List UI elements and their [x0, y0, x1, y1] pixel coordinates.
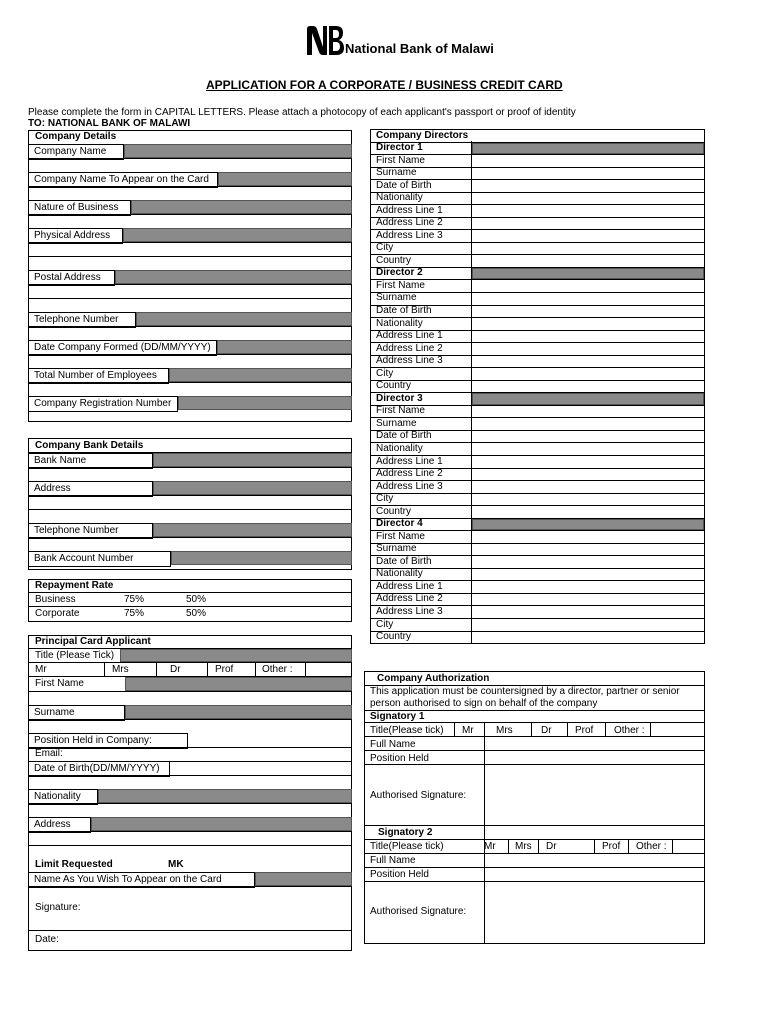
director-3-field-input[interactable] — [472, 406, 704, 418]
bank-address-label: Address — [28, 481, 153, 497]
sig1-full-name-label: Full Name — [370, 739, 416, 750]
bank-name: National Bank of Malawi — [345, 41, 494, 56]
sig1-title-other[interactable]: Other : — [614, 725, 645, 736]
bank-logo-icon — [305, 25, 345, 57]
director-4-field-label: Address Line 1 — [376, 580, 443, 592]
principal-title-mrs[interactable]: Mrs — [112, 664, 129, 675]
director-1-header-fill — [472, 143, 704, 155]
card-name-field[interactable] — [218, 172, 352, 186]
card-name-label: Company Name To Appear on the Card — [28, 172, 218, 188]
director-4-heading: Director 4 — [376, 518, 423, 530]
signatory-1-heading: Signatory 1 — [370, 711, 425, 722]
director-1-field-label: Surname — [376, 167, 417, 179]
director-1-field-input[interactable] — [472, 180, 704, 192]
director-3-field-label: First Name — [376, 405, 425, 417]
authorization-text-1: This application must be countersigned by a director, partner or senior — [370, 686, 680, 697]
director-1-field-input[interactable] — [472, 255, 704, 267]
position-label: Position Held in Company: — [28, 733, 188, 749]
director-1-field-label: Address Line 1 — [376, 204, 443, 216]
nationality-field[interactable] — [98, 789, 352, 803]
director-2-field-input[interactable] — [472, 368, 704, 380]
director-3-field-label: Date of Birth — [376, 430, 432, 442]
bank-telephone-label: Telephone Number — [28, 523, 153, 539]
director-1-field-label: Address Line 2 — [376, 217, 443, 229]
director-4-field-label: Country — [376, 631, 412, 643]
director-3-field-input[interactable] — [472, 443, 704, 455]
director-2-field-label: Address Line 1 — [376, 330, 443, 342]
principal-title-fill — [120, 649, 352, 662]
sig1-title-label: Title(Please tick) — [370, 725, 444, 736]
sig2-full-name-label: Full Name — [370, 855, 416, 866]
company-details-heading: Company Details — [35, 131, 117, 142]
principal-title-other[interactable]: Other : — [262, 664, 293, 675]
principal-title-dr[interactable]: Dr — [170, 664, 181, 675]
limit-label: Limit Requested — [35, 859, 113, 870]
director-1-field-label: First Name — [376, 154, 425, 166]
sig2-signature-label: Authorised Signature: — [370, 906, 467, 917]
director-4-field-label: Nationality — [376, 568, 423, 580]
director-1-field-input[interactable] — [472, 205, 704, 217]
nature-label: Nature of Business — [28, 200, 131, 216]
director-4-field-input[interactable] — [472, 544, 704, 556]
principal-surname-field[interactable] — [125, 705, 352, 719]
limit-currency: MK — [168, 859, 184, 870]
director-3-header-fill — [472, 393, 704, 405]
company-telephone-label: Telephone Number — [28, 312, 136, 328]
principal-date-field[interactable] — [70, 931, 352, 950]
director-2-header-fill — [472, 268, 704, 280]
director-2-field-input[interactable] — [472, 381, 704, 393]
repayment-business-50[interactable]: 50% — [186, 594, 207, 605]
position-field[interactable] — [188, 733, 352, 747]
email-field[interactable] — [70, 747, 352, 761]
principal-title-mr[interactable]: Mr — [35, 664, 47, 675]
director-4-header-fill — [472, 519, 704, 531]
director-4-field-input[interactable] — [472, 619, 704, 631]
repayment-heading: Repayment Rate — [35, 580, 114, 591]
sig1-signature-label: Authorised Signature: — [370, 790, 467, 801]
director-4-field-label: City — [376, 618, 394, 630]
director-3-field-input[interactable] — [472, 418, 704, 430]
director-4-field-label: Date of Birth — [376, 555, 432, 567]
email-label: Email: — [35, 748, 63, 759]
director-1-field-input[interactable] — [472, 193, 704, 205]
director-3-field-input[interactable] — [472, 481, 704, 493]
bank-name-label: Bank Name — [28, 453, 153, 469]
director-2-field-label: Address Line 3 — [376, 355, 443, 367]
director-3-field-label: Nationality — [376, 442, 423, 454]
director-4-field-label: First Name — [376, 530, 425, 542]
director-3-field-label: Address Line 2 — [376, 468, 443, 480]
sig2-title-other[interactable]: Other : — [636, 841, 667, 852]
nature-field[interactable] — [131, 200, 352, 214]
principal-address-label: Address — [28, 817, 91, 833]
principal-address-field[interactable] — [91, 817, 352, 831]
director-2-field-label: Date of Birth — [376, 305, 432, 317]
director-2-field-label: First Name — [376, 279, 425, 291]
director-4-field-input[interactable] — [472, 594, 704, 606]
director-4-field-input[interactable] — [472, 556, 704, 568]
principal-first-name-label: First Name — [35, 678, 84, 689]
director-1-field-input[interactable] — [472, 218, 704, 230]
director-3-field-label: Address Line 3 — [376, 480, 443, 492]
bank-address-field[interactable] — [153, 481, 352, 495]
sig1-signature-field[interactable] — [485, 765, 704, 824]
physical-address-field[interactable] — [123, 228, 352, 242]
dob-field[interactable] — [170, 761, 352, 775]
date-formed-field[interactable] — [217, 340, 352, 354]
director-4-field-input[interactable] — [472, 632, 704, 644]
sig2-title-prof[interactable]: Prof — [602, 841, 621, 852]
director-2-field-label: Country — [376, 380, 412, 392]
director-2-field-label: City — [376, 367, 394, 379]
bank-name-field[interactable] — [153, 453, 352, 467]
directors-heading: Company Directors — [376, 130, 469, 141]
postal-address-field[interactable] — [115, 270, 352, 284]
director-4-field-label: Address Line 3 — [376, 605, 443, 617]
principal-first-name-field[interactable] — [125, 677, 352, 691]
sig1-position-field[interactable] — [485, 751, 704, 764]
company-name-field[interactable] — [124, 144, 352, 158]
sig1-title-mr[interactable]: Mr — [462, 725, 474, 736]
director-1-field-input[interactable] — [472, 230, 704, 242]
repayment-corporate-75[interactable]: 75% — [124, 608, 145, 619]
account-number-field[interactable] — [171, 551, 352, 565]
sig2-title-mr[interactable]: Mr — [484, 841, 496, 852]
director-3-heading: Director 3 — [376, 392, 423, 404]
authorization-heading: Company Authorization — [377, 673, 490, 684]
limit-field[interactable] — [190, 858, 352, 872]
sig2-position-label: Position Held — [370, 869, 429, 880]
director-3-field-input[interactable] — [472, 469, 704, 481]
addressee: TO: NATIONAL BANK OF MALAWI — [28, 118, 191, 129]
director-4-field-input[interactable] — [472, 531, 704, 543]
registration-label: Company Registration Number — [28, 396, 178, 412]
director-2-heading: Director 2 — [376, 267, 423, 279]
director-1-field-label: Nationality — [376, 192, 423, 204]
director-3-field-input[interactable] — [472, 506, 704, 518]
registration-field[interactable] — [178, 396, 352, 410]
director-2-field-label: Address Line 2 — [376, 342, 443, 354]
director-4-field-label: Surname — [376, 543, 417, 555]
director-4-field-input[interactable] — [472, 606, 704, 618]
director-4-field-label: Address Line 2 — [376, 593, 443, 605]
sig2-title-mrs[interactable]: Mrs — [515, 841, 532, 852]
director-3-field-label: Country — [376, 505, 412, 517]
director-2-field-input[interactable] — [472, 356, 704, 368]
repayment-corporate-50[interactable]: 50% — [186, 608, 207, 619]
sig2-signature-field[interactable] — [485, 882, 704, 943]
repayment-corporate-label: Corporate — [35, 608, 80, 619]
director-1-heading: Director 1 — [376, 142, 423, 153]
page-title: APPLICATION FOR A CORPORATE / BUSINESS CREDIT CARD — [206, 78, 563, 92]
sig2-title-label: Title(Please tick) — [370, 841, 444, 852]
director-2-field-input[interactable] — [472, 306, 704, 318]
principal-signature-label: Signature: — [35, 902, 81, 913]
director-2-field-input[interactable] — [472, 293, 704, 305]
director-1-field-label: Date of Birth — [376, 179, 432, 191]
director-1-field-input[interactable] — [472, 168, 704, 180]
director-2-field-input[interactable] — [472, 280, 704, 292]
form-instruction: Please complete the form in CAPITAL LETTERS. Please attach a photocopy of each applicant's passport or proof of identity — [28, 107, 576, 118]
account-number-label: Bank Account Number — [28, 551, 171, 567]
director-4-field-input[interactable] — [472, 581, 704, 593]
director-3-field-input[interactable] — [472, 456, 704, 468]
principal-title-prof[interactable]: Prof — [215, 664, 234, 675]
director-3-field-label: City — [376, 493, 394, 505]
sig1-full-name-field[interactable] — [485, 737, 704, 750]
sig2-full-name-field[interactable] — [485, 854, 704, 867]
director-2-field-input[interactable] — [472, 331, 704, 343]
principal-title-label: Title (Please Tick) — [35, 650, 115, 661]
physical-address-label: Physical Address — [28, 228, 123, 244]
employees-label: Total Number of Employees — [28, 368, 169, 384]
authorization-text-2: person authorised to sign on behalf of the company — [370, 698, 598, 709]
date-formed-label: Date Company Formed (DD/MM/YYYY) — [28, 340, 217, 356]
repayment-business-label: Business — [35, 594, 76, 605]
director-4-field-input[interactable] — [472, 569, 704, 581]
principal-signature-field[interactable] — [90, 888, 352, 928]
director-2-field-input[interactable] — [472, 343, 704, 355]
card-display-name-label: Name As You Wish To Appear on the Card — [28, 872, 255, 888]
bank-details-heading: Company Bank Details — [35, 440, 144, 451]
postal-address-label: Postal Address — [28, 270, 115, 286]
director-1-field-label: City — [376, 242, 394, 254]
bank-telephone-field[interactable] — [153, 523, 352, 537]
director-3-field-label: Surname — [376, 417, 417, 429]
principal-heading: Principal Card Applicant — [35, 636, 151, 647]
director-3-field-label: Address Line 1 — [376, 455, 443, 467]
repayment-business-75[interactable]: 75% — [124, 594, 145, 605]
dob-label: Date of Birth(DD/MM/YYYY) — [28, 761, 170, 777]
director-1-field-input[interactable] — [472, 243, 704, 255]
sig1-title-mrs[interactable]: Mrs — [496, 725, 513, 736]
director-1-field-label: Address Line 3 — [376, 229, 443, 241]
employees-field[interactable] — [169, 368, 352, 382]
nationality-label: Nationality — [28, 789, 98, 805]
company-name-label: Company Name — [28, 144, 124, 160]
sig1-position-label: Position Held — [370, 753, 429, 764]
sig2-title-dr[interactable]: Dr — [546, 841, 557, 852]
principal-date-label: Date: — [35, 934, 59, 945]
director-2-field-label: Surname — [376, 292, 417, 304]
signatory-2-heading: Signatory 2 — [378, 827, 433, 838]
director-1-field-input[interactable] — [472, 155, 704, 167]
principal-surname-label: Surname — [28, 705, 125, 721]
director-2-field-label: Nationality — [376, 317, 423, 329]
sig1-title-prof[interactable]: Prof — [575, 725, 594, 736]
sig1-title-dr[interactable]: Dr — [541, 725, 552, 736]
company-telephone-field[interactable] — [136, 312, 352, 326]
director-2-field-input[interactable] — [472, 318, 704, 330]
director-3-field-input[interactable] — [472, 431, 704, 443]
sig2-position-field[interactable] — [485, 868, 704, 881]
director-3-field-input[interactable] — [472, 494, 704, 506]
card-display-name-field[interactable] — [255, 872, 352, 886]
director-1-field-label: Country — [376, 254, 412, 266]
